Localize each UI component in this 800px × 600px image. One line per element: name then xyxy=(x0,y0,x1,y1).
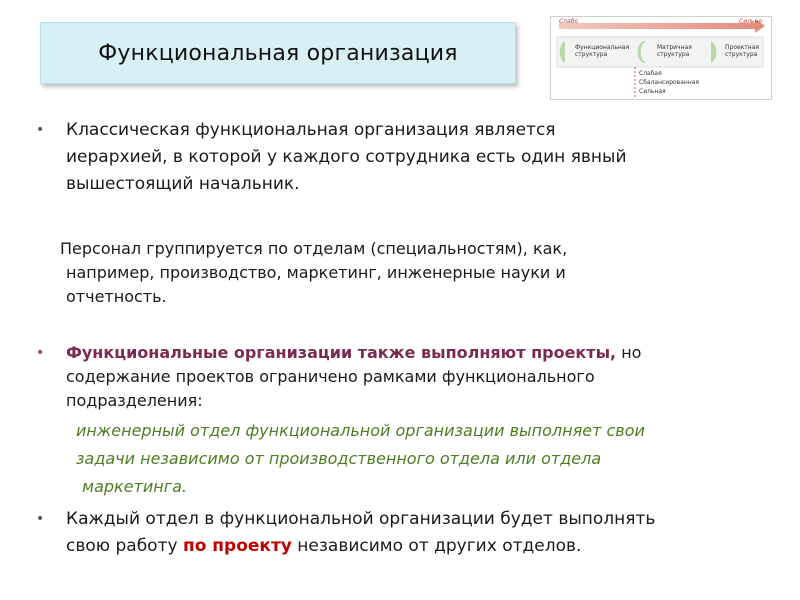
bullet-4-line-2-end: независимо от других отделов. xyxy=(291,536,582,556)
bullet-3-line-2: содержание проектов ограничено рамками функционального xyxy=(66,367,595,386)
bullet-3-line-1 xyxy=(66,342,641,364)
paragraph-2-line-1: Персонал группируется по отделам (специальностям), как, xyxy=(60,239,568,258)
bullet-1-line-2: иерархией, в которой у каждого сотрудника есть один явный xyxy=(66,147,627,167)
example-line-3: маркетинга. xyxy=(82,477,188,496)
strong-end-label: Сильно xyxy=(739,18,763,25)
bullet-4-emphasis: по проекту xyxy=(182,536,292,556)
paragraph-2-line-2: например, производство, маркетинг, инженерные науки и xyxy=(66,263,566,282)
bullet-4-line-1: Каждый отдел в функциональной организации будет выполнять xyxy=(66,509,656,529)
bullet-1-line-3: вышестоящий начальник. xyxy=(66,174,300,194)
matrix-structure-label: Матричная структура xyxy=(657,44,692,58)
bullet-marker: • xyxy=(36,345,45,361)
bullet-3-line-3: подразделения: xyxy=(66,391,203,410)
strong-matrix-label: Сильная xyxy=(639,88,666,95)
bullet-marker: • xyxy=(36,511,45,527)
bullet-4-line-2 xyxy=(66,535,581,557)
slide-title: Функциональная организация xyxy=(98,40,458,66)
balanced-matrix-label: Сбалансированная xyxy=(639,79,700,86)
bullet-3-highlight: Функциональные организации также выполняют проекты, xyxy=(66,343,617,362)
weak-end-label: Слабо xyxy=(559,18,579,25)
paragraph-2-line-3: отчетность. xyxy=(66,287,167,306)
example-line-1: инженерный отдел функциональной организации выполняет свои xyxy=(76,421,645,440)
bullet-4-line-2-start: свою работу xyxy=(66,536,183,556)
bullet-3-line-1-rest: но xyxy=(616,343,642,362)
functional-structure-label: Функциональная структура xyxy=(575,44,630,58)
example-line-2: задачи независимо от производственного отдела или отдела xyxy=(76,449,602,468)
weak-matrix-label: Слабая xyxy=(639,70,662,77)
bullet-marker: • xyxy=(36,122,45,138)
projectized-structure-label: Проектная структура xyxy=(725,44,760,58)
bullet-1-line-1: Классическая функциональная организация является xyxy=(66,120,556,140)
